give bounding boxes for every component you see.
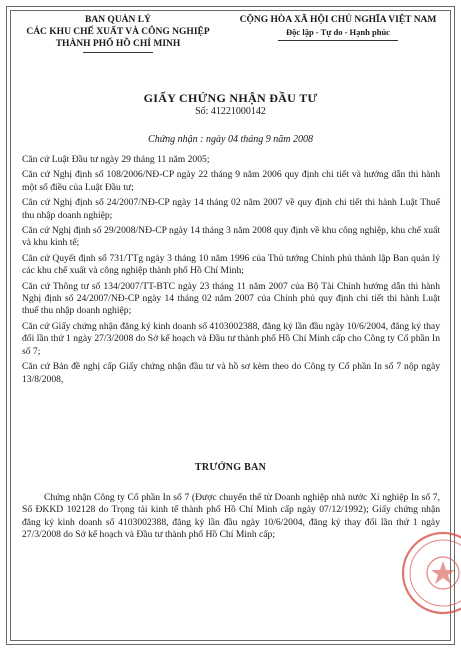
legal-basis-item: Căn cứ Bản đề nghị cấp Giấy chứng nhận đầu tư và hồ sơ kèm theo do Công ty Cổ phần In số 7 nộp ngày 13/8/2008, [22,361,440,385]
authority-line-2: CÁC KHU CHẾ XUẤT VÀ CÔNG NGHIỆP [26,27,210,37]
national-heading [233,14,443,41]
authority-line-3: THÀNH PHỐ HỒ CHÍ MINH [55,39,181,49]
legal-basis-item: Căn cứ Luật Đầu tư ngày 29 tháng 11 năm 2005; [22,154,210,165]
authority-line-1: BAN QUẢN LÝ [85,15,151,25]
legal-bases [22,154,440,389]
legal-basis-item: Căn cứ Quyết định số 731/TTg ngày 3 tháng 10 năm 1996 của Thủ tướng Chính phủ thành lập Ban quản lý các khu chế xuất và công nghiệp thành phố Hồ Chí Minh; [22,252,440,277]
legal-basis-item: Căn cứ Thông tư số 134/2007/TT-BTC ngày 23 tháng 11 năm 2007 của Bộ Tài Chính hướng dẫn thi hành Nghị định số 24/2007/NĐ-CP ngày 14 tháng 02 năm 2007 của Chính phủ quy định chi tiết thi hành Luật thuế thu nhập doanh nghiệp; [22,280,440,317]
legal-basis-item: Căn cứ Nghị định số 24/2007/NĐ-CP ngày 14 tháng 02 năm 2007 về quy định chi tiết thi hành Luật Thuế thu nhập doanh nghiệp; [22,197,440,221]
legal-basis-item: Căn cứ Giấy chứng nhận đăng ký kinh doanh số 4103002388, đăng ký lần đầu ngày 10/6/2004, đăng ký thay đổi lần thứ 1 ngày 27/3/2008 do Sở kế hoạch và Đầu tư thành phố Hồ Chí Minh cấp cho Công ty Cổ phần In số 7; [22,320,440,357]
authority-underline [83,52,153,53]
legal-basis-item: Căn cứ Nghị định số 108/2006/NĐ-CP ngày 22 tháng 9 năm 2006 quy định chi tiết và hướng dẫn thi hành một số điều của Luật Đầu tư; [22,169,440,193]
document-title: GIẤY CHỨNG NHẬN ĐẦU TƯ [143,91,318,105]
national-motto: Độc lập - Tự do - Hạnh phúc [286,27,390,37]
issuing-authority [18,14,218,53]
official-seal [398,528,461,618]
section-heading: TRƯỞNG BAN [194,462,267,473]
document-header [18,14,443,66]
national-title: CỘNG HÒA XÃ HỘI CHỦ NGHĨA VIỆT NAM [239,15,437,25]
certificate-number: Số: 41221000142 [195,106,266,117]
certification-article: Chứng nhận Công ty Cổ phần In số 7 (Được chuyển thể từ Doanh nghiệp nhà nước Xí nghiệp In số 7, Số ĐKKD 102128 do Trọng tài kinh tế thành phố Hồ Chí Minh cấp ngày 07/12/1992); Giấy chứng nhận đăng ký kinh doanh số 4103002388, đăng ký lần đầu ngày 10/6/2004, đăng ký thay đổi lần thứ 1 ngày 27/3/2008 do Sở kế hoạch và Đầu tư thành phố Hồ Chí Minh cấp; [22,492,440,541]
legal-basis-item: Căn cứ Nghị định số 29/2008/NĐ-CP ngày 14 tháng 3 năm 2008 quy định về khu công nghiệp, khu chế xuất và khu kinh tế; [22,225,440,249]
motto-underline [278,40,398,41]
certification-date: Chứng nhận : ngày 04 tháng 9 năm 2008 [148,134,313,145]
